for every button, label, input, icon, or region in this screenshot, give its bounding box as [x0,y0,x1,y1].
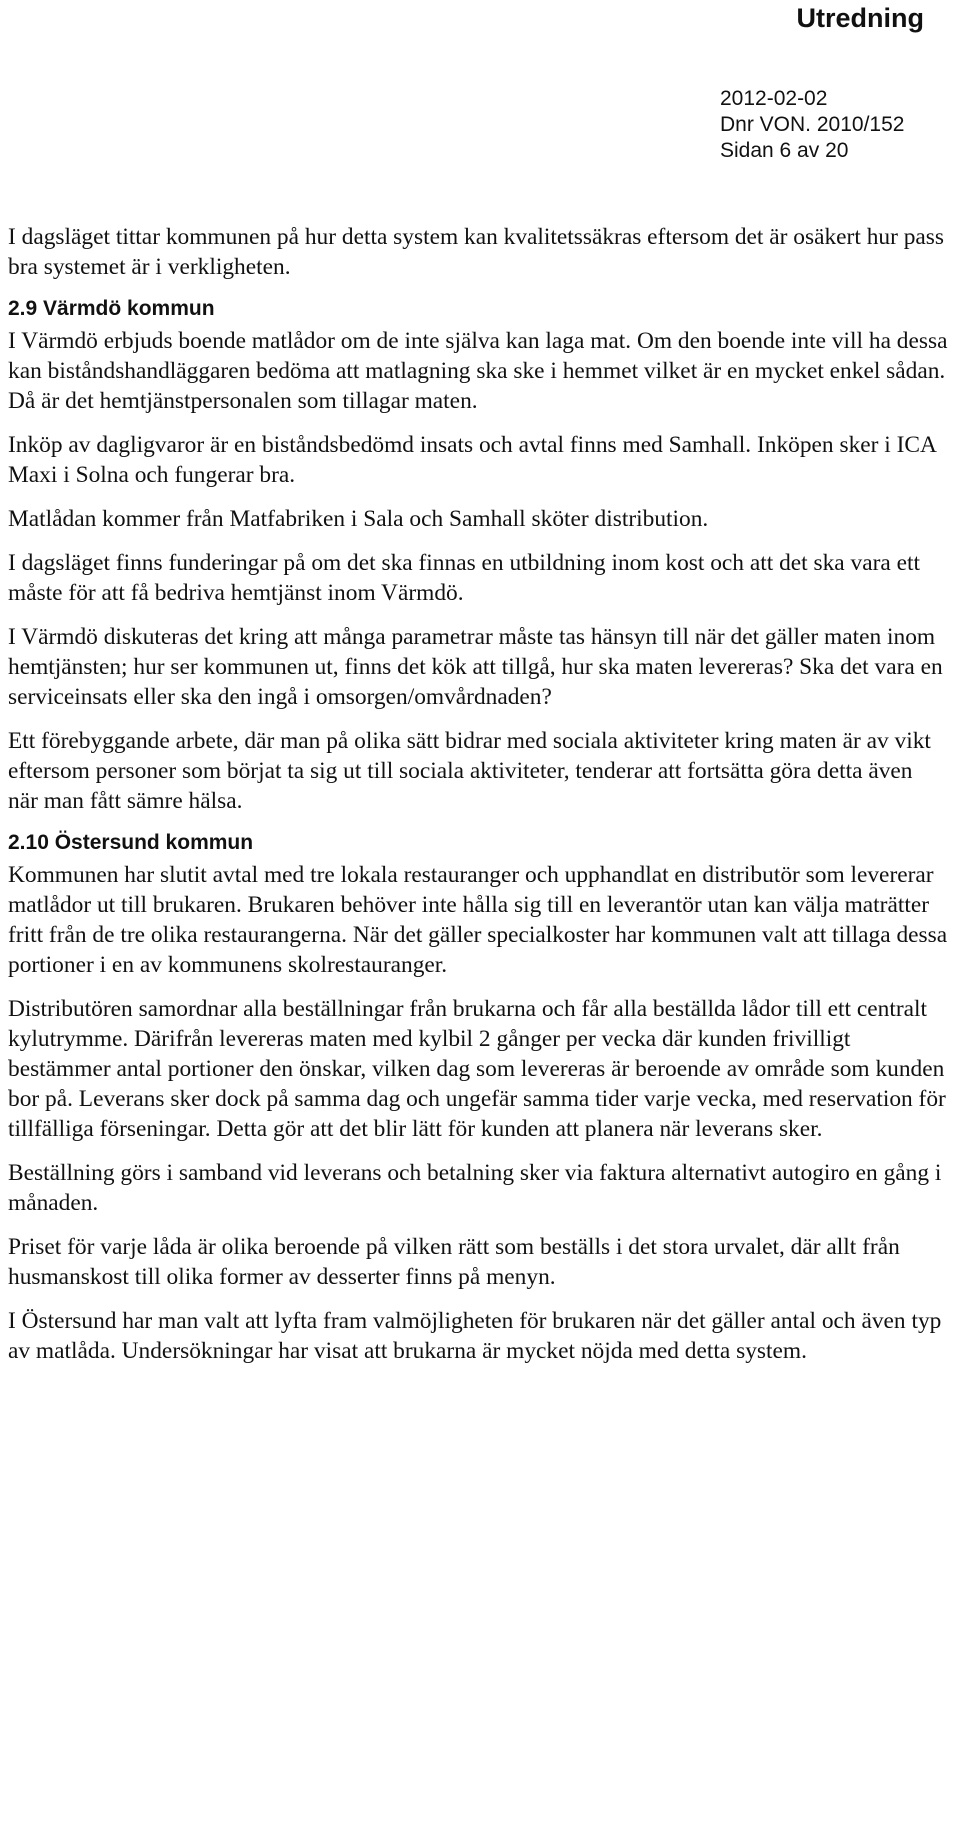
paragraph: I dagsläget finns funderingar på om det ska finnas en utbildning inom kost och att det ska vara ett måste för att få bedriva hemtjänst inom Värmdö. [8,550,921,606]
paragraph: Beställning görs i samband vid leverans och betalning sker via faktura alternativt autogiro en gång i månaden. [8,1160,942,1216]
paragraph: I Östersund har man valt att lyfta fram valmöjligheten för brukaren när det gäller antal och även typ av matlåda. Undersökningar har visat att brukarna är mycket nöjda med detta system. [8,1308,942,1364]
paragraph: I Värmdö erbjuds boende matlådor om de inte själva kan laga mat. Om den boende inte vill ha dessa kan biståndshandläggaren bedöma att matlagning ska ske i hemmet vilket är en mycket enkel sådan. Då är det hemtjänstpersonalen som tillagar maten. [8,328,948,414]
section-heading-ostersund: 2.10 Östersund kommun [8,831,254,854]
document-meta [720,86,904,164]
paragraph: I Värmdö diskuteras det kring att många parametrar måste tas hänsyn till när det gäller maten inom hemtjänsten; hur ser kommunen ut, finns det kök att tillgå, hur ska maten levereras? Ska det vara en serviceinsats eller ska den ingå i omsorgen/omvårdnaden? [8,624,943,710]
page-number: Sidan 6 av 20 [720,139,849,162]
paragraph: Priset för varje låda är olika beroende på vilken rätt som beställs i det stora urvalet, där allt från husmanskost till olika former av desserter finns på menyn. [8,1234,900,1290]
paragraph: Inköp av dagligvaror är en biståndsbedömd insats och avtal finns med Samhall. Inköpen sker i ICA Maxi i Solna och fungerar bra. [8,432,936,488]
paragraph: Matlådan kommer från Matfabriken i Sala och Samhall sköter distribution. [8,506,709,532]
paragraph: Ett förebyggande arbete, där man på olika sätt bidrar med sociala aktiviteter kring maten är av vikt eftersom personer som börjat ta sig ut till sociala aktiviteter, tenderar att fortsätta göra detta även när man fått sämre hälsa. [8,728,931,814]
document-body [8,222,948,1366]
document-type-title: Utredning [796,3,924,33]
document-date: 2012-02-02 [720,87,828,110]
document-reference-number: Dnr VON. 2010/152 [720,113,905,136]
paragraph: Kommunen har slutit avtal med tre lokala restauranger och upphandlat en distributör som levererar matlådor ut till brukaren. Brukaren behöver inte hålla sig till en leverantör utan kan välja maträtter fritt från de tre olika restaurangerna. När det gäller specialkoster har kommunen valt att tillaga dessa portioner i en av kommunens skolrestauranger. [8,862,948,978]
intro-paragraph: I dagsläget tittar kommunen på hur detta system kan kvalitetssäkras eftersom det är osäkert hur pass bra systemet är i verkligheten. [8,224,945,280]
paragraph: Distributören samordnar alla beställningar från brukarna och får alla beställda lådor till ett centralt kylutrymme. Därifrån levereras maten med kylbil 2 gånger per vecka där kunden frivilligt bestämmer antal portioner den önskar, vilken dag som levereras är beroende av område som kunden bor på. Leverans sker dock på samma dag och ungefär samma tider varje vecka, med reservation för tillfälliga förseningar. Detta gör att det blir lätt för kunden att planera när leverans sker. [8,996,946,1142]
section-heading-varmdo: 2.9 Värmdö kommun [8,297,215,320]
